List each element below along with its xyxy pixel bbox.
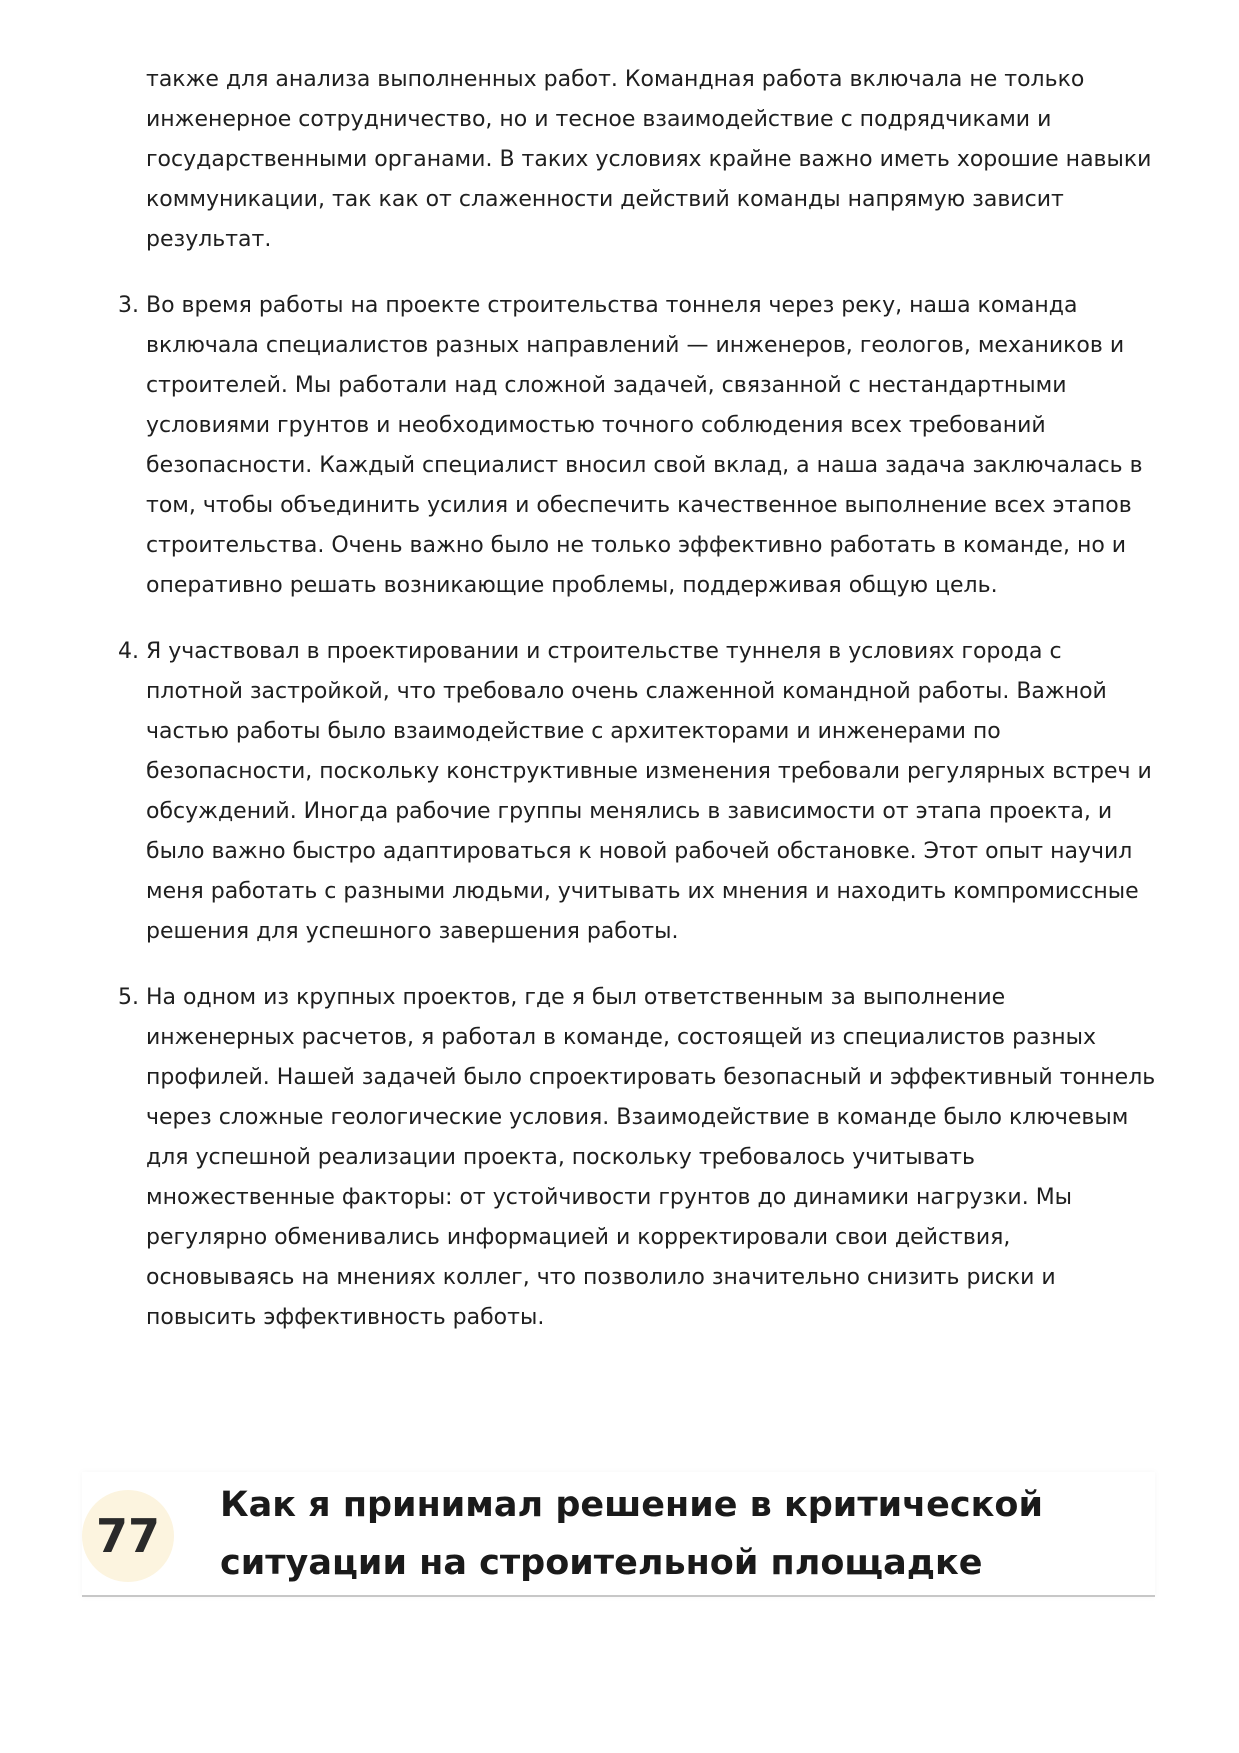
list-item-text: На одном из крупных проектов, где я был ответственным за выполнение инженерных расчетов, я работал в команде, состоящей из специалистов разных профилей. Нашей задачей было спроектировать безопасный и эффективный тоннель через сложные геологические условия. Взаимодействие в команде было ключевым для успешной реализации проекта, поскольку требовалось учитывать множественные факторы: от устойчивости грунтов до динамики нагрузки. Мы регулярно обменивались информацией и корректировали свои действия, основываясь на мнениях коллег, что позволило значительно снизить риски и повысить эффективность работы. (146, 985, 1156, 1330)
list-item (118, 632, 1158, 952)
list-item (118, 978, 1158, 1338)
list-item-number: 3. (118, 293, 139, 318)
section-header (82, 1472, 1155, 1597)
answer-list (118, 286, 1158, 1338)
list-item (118, 286, 1158, 606)
section-title: Как я принимал решение в критической ситуации на строительной площадке (220, 1485, 1043, 1583)
document-body (118, 60, 1158, 1338)
section-number-badge: 77 (82, 1490, 174, 1582)
list-item-number: 5. (118, 985, 139, 1010)
intro-paragraph: также для анализа выполненных работ. Командная работа включала не только инженерное сотрудничество, но и тесное взаимодействие с подрядчиками и государственными органами. В таких условиях крайне важно иметь хорошие навыки коммуникации, так как от слаженности действий команды напрямую зависит результат. (146, 67, 1152, 252)
list-item-text: Я участвовал в проектировании и строительстве туннеля в условиях города с плотной застройкой, что требовало очень слаженной командной работы. Важной частью работы было взаимодействие с архитекторами и инженерами по безопасности, поскольку конструктивные изменения требовали регулярных встреч и обсуждений. Иногда рабочие группы менялись в зависимости от этапа проекта, и было важно быстро адаптироваться к новой рабочей обстановке. Этот опыт научил меня работать с разными людьми, учитывать их мнения и находить компромиссные решения для успешного завершения работы. (146, 639, 1152, 944)
list-item-text: Во время работы на проекте строительства тоннеля через реку, наша команда включала специалистов разных направлений — инженеров, геологов, механиков и строителей. Мы работали над сложной задачей, связанной с нестандартными условиями грунтов и необходимостью точного соблюдения всех требований безопасности. Каждый специалист вносил свой вклад, а наша задача заключалась в том, чтобы объединить усилия и обеспечить качественное выполнение всех этапов строительства. Очень важно было не только эффективно работать в команде, но и оперативно решать возникающие проблемы, поддерживая общую цель. (146, 293, 1143, 598)
list-item-number: 4. (118, 639, 139, 664)
